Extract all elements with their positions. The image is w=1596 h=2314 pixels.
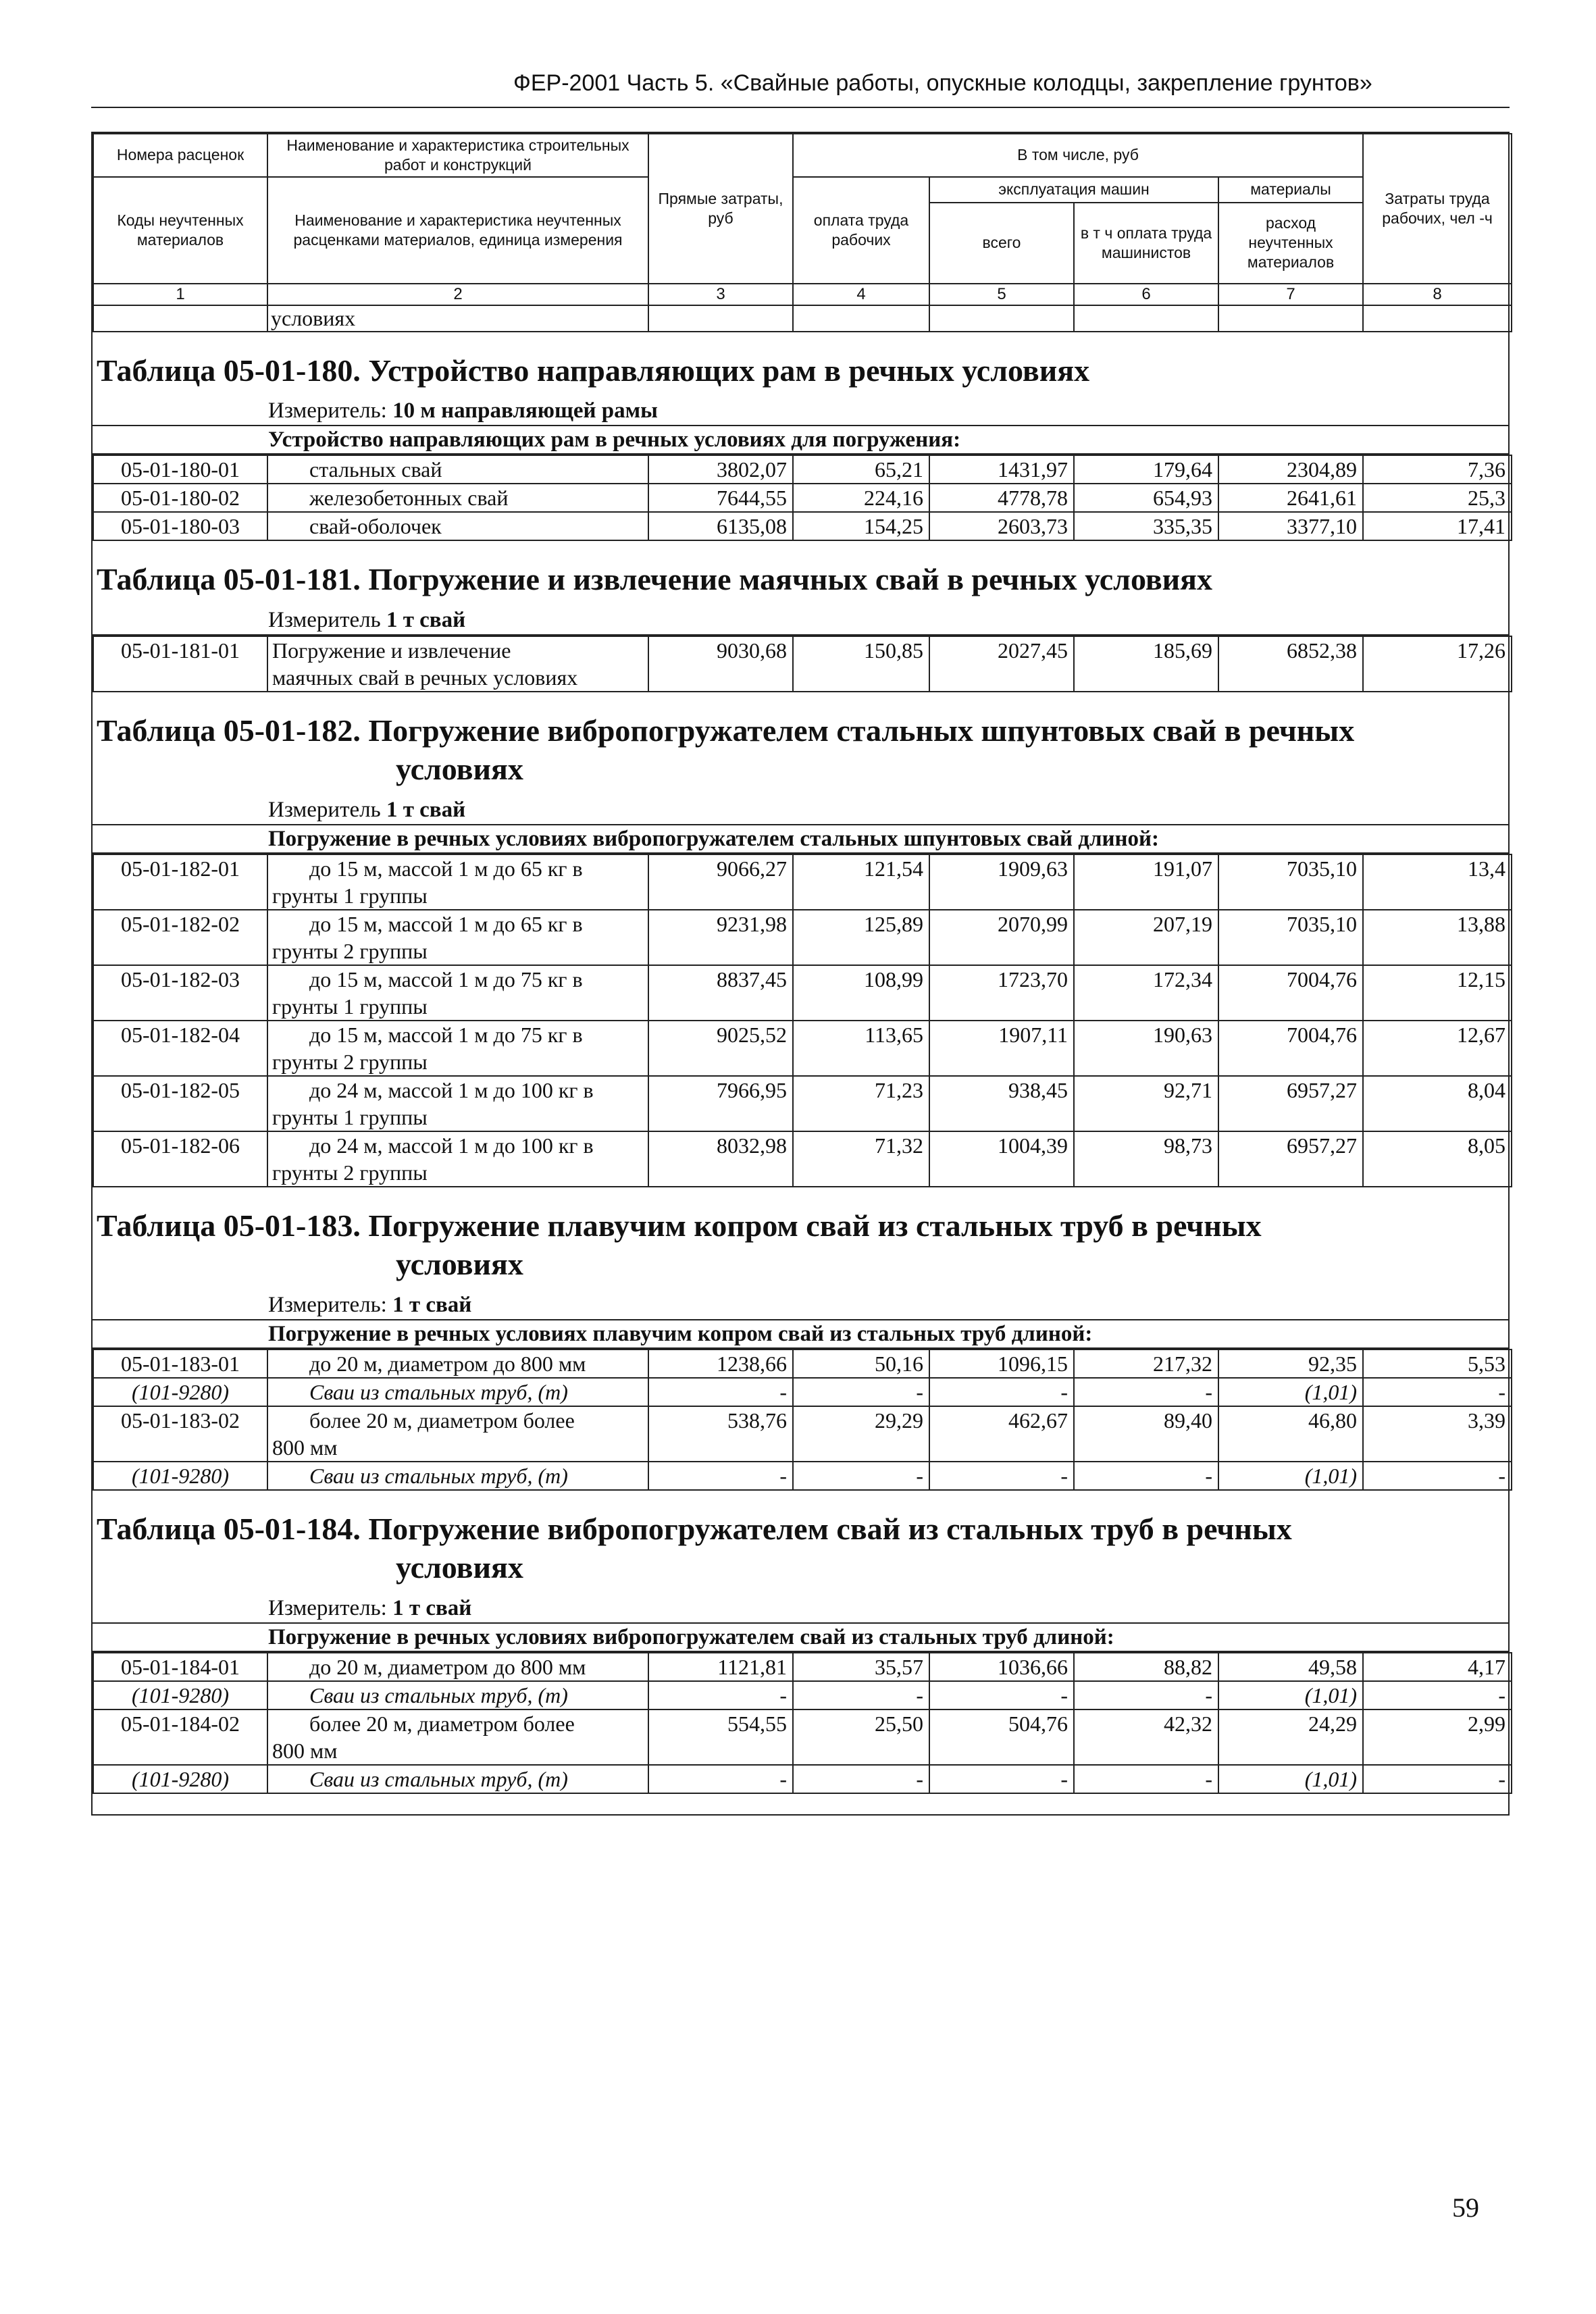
value-c6: 98,73: [1074, 1131, 1218, 1187]
work-name-line-2: грунты 1 группы: [272, 1104, 428, 1129]
table-row: [93, 636, 1512, 692]
value-c4: -: [793, 1462, 929, 1490]
work-name: [267, 1406, 648, 1462]
value-c7: 7035,10: [1218, 854, 1363, 910]
rate-code: 05-01-182-06: [93, 1131, 267, 1187]
continuation-text: условиях: [267, 305, 648, 332]
value-c4: -: [793, 1378, 929, 1406]
value-c6: -: [1074, 1378, 1218, 1406]
value-c6: 42,32: [1074, 1709, 1218, 1765]
value-c7: 6852,38: [1218, 636, 1363, 692]
value-c8: -: [1363, 1765, 1512, 1793]
rate-code: 05-01-182-04: [93, 1021, 267, 1076]
value-c8: 7,36: [1363, 455, 1512, 484]
work-name: [267, 636, 648, 692]
measure-value: 10 м направляющей рамы: [392, 398, 658, 423]
work-name-line: более 20 м, диаметром более: [309, 1408, 575, 1433]
value-c6: 179,64: [1074, 455, 1218, 484]
value-c7: 46,80: [1218, 1406, 1363, 1462]
measure-value: 1 т свай: [386, 607, 466, 632]
table-row: [93, 1406, 1512, 1462]
work-name-line: до 20 м, диаметром до 800 мм: [309, 1351, 586, 1376]
value-c6: 335,35: [1074, 512, 1218, 540]
col1-bottom-header: Коды неучтенных материалов: [93, 177, 267, 284]
table-row: [93, 1076, 1512, 1131]
value-c5: 938,45: [929, 1076, 1074, 1131]
rate-code: (101-9280): [93, 1378, 267, 1406]
work-name: [267, 1653, 648, 1681]
value-c4: -: [793, 1681, 929, 1709]
table-row: [93, 1653, 1512, 1681]
page-header: ФЕР-2001 Часть 5. «Свайные работы, опускные колодцы, закрепление грунтов»: [513, 70, 1372, 96]
col7-header: расход неучтенных материалов: [1218, 203, 1363, 284]
value-c5: 1004,39: [929, 1131, 1074, 1187]
measure-line: [93, 796, 1508, 824]
work-name: [267, 512, 648, 540]
rate-code: 05-01-182-03: [93, 965, 267, 1021]
section-table-3: [93, 1187, 1508, 1491]
work-name-line-2: маячных свай в речных условиях: [272, 665, 578, 690]
value-c7: (1,01): [1218, 1765, 1363, 1793]
rate-code: 05-01-182-02: [93, 910, 267, 965]
section-subheading: Погружение в речных условиях вибропогружателем свай из стальных труб длиной:: [93, 1622, 1508, 1652]
value-c3: 554,55: [648, 1709, 793, 1765]
section-title: [93, 1187, 1508, 1291]
measure-line: [93, 606, 1508, 636]
work-name: [267, 455, 648, 484]
work-name-line: стальных свай: [309, 457, 442, 482]
table-row: [93, 965, 1512, 1021]
measure-label: Измеритель: [268, 607, 381, 632]
work-name-line: свай-оболочек: [309, 514, 442, 538]
value-c3: -: [648, 1681, 793, 1709]
value-c7: 2304,89: [1218, 455, 1363, 484]
value-c3: 9030,68: [648, 636, 793, 692]
value-c7: (1,01): [1218, 1378, 1363, 1406]
table-row: [93, 1681, 1512, 1709]
value-c5: 1096,15: [929, 1349, 1074, 1378]
value-c5: 2027,45: [929, 636, 1074, 692]
value-c6: 191,07: [1074, 854, 1218, 910]
rates-sheet: [91, 132, 1510, 1816]
value-c7: (1,01): [1218, 1462, 1363, 1490]
value-c4: 71,32: [793, 1131, 929, 1187]
value-c7: (1,01): [1218, 1681, 1363, 1709]
work-name-line-2: грунты 2 группы: [272, 1049, 428, 1074]
section-title: [93, 692, 1508, 796]
col6-header: в т ч оплата труда машинистов: [1074, 203, 1218, 284]
value-c3: 7966,95: [648, 1076, 793, 1131]
section-table-2: [93, 692, 1508, 1187]
work-name-line: Сваи из стальных труб, (т): [309, 1766, 568, 1791]
value-c6: 172,34: [1074, 965, 1218, 1021]
continuation-row: [93, 305, 1512, 332]
section-subheading: Устройство направляющих рам в речных условиях для погружения:: [93, 425, 1508, 455]
section-subheading: Погружение в речных условиях вибропогружателем стальных шпунтовых свай длиной:: [93, 824, 1508, 854]
work-name-line-2: грунты 2 группы: [272, 1160, 428, 1185]
work-name-line: до 20 м, диаметром до 800 мм: [309, 1654, 586, 1679]
value-c3: 1121,81: [648, 1653, 793, 1681]
rate-code: 05-01-184-02: [93, 1709, 267, 1765]
table-row: [93, 484, 1512, 512]
work-name: [267, 1462, 648, 1490]
value-c5: 1909,63: [929, 854, 1074, 910]
col3-header: Прямые затраты, руб: [648, 134, 793, 284]
table-row: [93, 1462, 1512, 1490]
work-name: [267, 1131, 648, 1187]
measure-value: 1 т свай: [392, 1595, 472, 1620]
value-c5: 1431,97: [929, 455, 1074, 484]
section-title-text: Таблица 05-01-181. Погружение и извлечение маячных свай в речных условиях: [97, 562, 1213, 596]
header-rule: [91, 107, 1510, 108]
value-c4: 50,16: [793, 1349, 929, 1378]
value-c6: 190,63: [1074, 1021, 1218, 1076]
table-row: [93, 910, 1512, 965]
value-c6: 185,69: [1074, 636, 1218, 692]
value-c8: 12,15: [1363, 965, 1512, 1021]
section-title-text: Таблица 05-01-182. Погружение вибропогружателем стальных шпунтовых свай в речных: [97, 713, 1355, 748]
value-c4: 113,65: [793, 1021, 929, 1076]
value-c3: 9231,98: [648, 910, 793, 965]
col2-bottom-header: Наименование и характеристика неучтенных расценками материалов, единица измерения: [267, 177, 648, 284]
column-number-8: 8: [1363, 284, 1512, 305]
table-row: [93, 455, 1512, 484]
work-name-line-2: грунты 1 группы: [272, 883, 428, 908]
column-number-6: 6: [1074, 284, 1218, 305]
value-c6: 217,32: [1074, 1349, 1218, 1378]
work-name-line-2: 800 мм: [272, 1435, 338, 1460]
value-c3: -: [648, 1462, 793, 1490]
table-row: [93, 1131, 1512, 1187]
work-name-line: до 24 м, массой 1 м до 100 кг в: [309, 1133, 594, 1158]
value-c4: 65,21: [793, 455, 929, 484]
work-name: [267, 910, 648, 965]
column-number-4: 4: [793, 284, 929, 305]
value-c4: 224,16: [793, 484, 929, 512]
rates-table: [93, 854, 1512, 1187]
value-c4: 35,57: [793, 1653, 929, 1681]
value-c4: 150,85: [793, 636, 929, 692]
value-c8: 17,26: [1363, 636, 1512, 692]
value-c7: 49,58: [1218, 1653, 1363, 1681]
value-c3: 9025,52: [648, 1021, 793, 1076]
rate-code: 05-01-180-03: [93, 512, 267, 540]
page-number: 59: [1452, 2192, 1479, 2223]
measure-value: 1 т свай: [392, 1292, 472, 1317]
value-c8: 4,17: [1363, 1653, 1512, 1681]
work-name-line: Погружение и извлечение: [272, 638, 511, 663]
section-title-continuation: условиях: [396, 1247, 523, 1281]
column-number-7: 7: [1218, 284, 1363, 305]
section-title-text: Таблица 05-01-180. Устройство направляющих рам в речных условиях: [97, 353, 1090, 388]
work-name: [267, 1349, 648, 1378]
value-c5: -: [929, 1378, 1074, 1406]
value-c4: 154,25: [793, 512, 929, 540]
value-c8: 2,99: [1363, 1709, 1512, 1765]
value-c4: 121,54: [793, 854, 929, 910]
value-c7: 7004,76: [1218, 965, 1363, 1021]
measure-label: Измеритель:: [268, 398, 387, 423]
table-row: [93, 1378, 1512, 1406]
value-c5: -: [929, 1462, 1074, 1490]
value-c6: 92,71: [1074, 1076, 1218, 1131]
section-table-0: [93, 332, 1508, 542]
value-c5: 4778,78: [929, 484, 1074, 512]
section-title-text: Таблица 05-01-183. Погружение плавучим копром свай из стальных труб в речных: [97, 1208, 1262, 1243]
rate-code: 05-01-181-01: [93, 636, 267, 692]
col1-top-header: Номера расценок: [93, 134, 267, 177]
section-table-4: [93, 1491, 1508, 1794]
value-c7: 92,35: [1218, 1349, 1363, 1378]
work-name: [267, 1681, 648, 1709]
value-c5: 462,67: [929, 1406, 1074, 1462]
column-number-2: 2: [267, 284, 648, 305]
value-c4: -: [793, 1765, 929, 1793]
work-name: [267, 484, 648, 512]
rate-code: 05-01-184-01: [93, 1653, 267, 1681]
value-c5: 1907,11: [929, 1021, 1074, 1076]
value-c3: 9066,27: [648, 854, 793, 910]
value-c3: -: [648, 1765, 793, 1793]
value-c5: -: [929, 1765, 1074, 1793]
measure-label: Измеритель:: [268, 1595, 387, 1620]
work-name-line: до 15 м, массой 1 м до 75 кг в: [309, 967, 583, 992]
value-c5: 2603,73: [929, 512, 1074, 540]
work-name-line: до 24 м, массой 1 м до 100 кг в: [309, 1077, 594, 1102]
work-name: [267, 1709, 648, 1765]
measure-line: [93, 396, 1508, 425]
work-name-line: до 15 м, массой 1 м до 65 кг в: [309, 856, 583, 881]
value-c6: 89,40: [1074, 1406, 1218, 1462]
work-name-line-2: грунты 2 группы: [272, 938, 428, 963]
rate-code: 05-01-180-01: [93, 455, 267, 484]
rate-code: (101-9280): [93, 1681, 267, 1709]
rates-table: [93, 636, 1512, 692]
work-name: [267, 1076, 648, 1131]
table-row: [93, 512, 1512, 540]
value-c6: -: [1074, 1765, 1218, 1793]
work-name: [267, 1378, 648, 1406]
table-row: [93, 1349, 1512, 1378]
value-c7: 7035,10: [1218, 910, 1363, 965]
value-c8: 17,41: [1363, 512, 1512, 540]
machines-header: эксплуатация машин: [929, 177, 1218, 203]
value-c3: 8032,98: [648, 1131, 793, 1187]
work-name-line-2: 800 мм: [272, 1738, 338, 1763]
table-row: [93, 1021, 1512, 1076]
work-name-line: железобетонных свай: [309, 486, 509, 510]
work-name-line-2: грунты 1 группы: [272, 994, 428, 1019]
value-c4: 125,89: [793, 910, 929, 965]
materials-header: материалы: [1218, 177, 1363, 203]
section-title-continuation: условиях: [396, 752, 523, 786]
section-table-1: [93, 541, 1508, 692]
section-title: [93, 1491, 1508, 1594]
value-c8: -: [1363, 1378, 1512, 1406]
value-c6: 88,82: [1074, 1653, 1218, 1681]
value-c3: 538,76: [648, 1406, 793, 1462]
table-row: [93, 854, 1512, 910]
col8-header: Затраты труда рабочих, чел -ч: [1363, 134, 1512, 284]
value-c7: 24,29: [1218, 1709, 1363, 1765]
col5-header: всего: [929, 203, 1074, 284]
column-number-1: 1: [93, 284, 267, 305]
column-number-5: 5: [929, 284, 1074, 305]
work-name-line: более 20 м, диаметром более: [309, 1711, 575, 1736]
rates-table: [93, 1349, 1512, 1491]
value-c8: 25,3: [1363, 484, 1512, 512]
section-subheading: Погружение в речных условиях плавучим копром свай из стальных труб длиной:: [93, 1319, 1508, 1349]
value-c6: -: [1074, 1462, 1218, 1490]
value-c7: 3377,10: [1218, 512, 1363, 540]
value-c5: 504,76: [929, 1709, 1074, 1765]
value-c4: 29,29: [793, 1406, 929, 1462]
table-header: [93, 133, 1512, 332]
rate-code: 05-01-182-05: [93, 1076, 267, 1131]
rates-table: [93, 455, 1512, 541]
value-c8: 3,39: [1363, 1406, 1512, 1462]
column-number-3: 3: [648, 284, 793, 305]
value-c6: -: [1074, 1681, 1218, 1709]
value-c4: 25,50: [793, 1709, 929, 1765]
value-c8: 13,88: [1363, 910, 1512, 965]
rates-table: [93, 1652, 1512, 1794]
value-c7: 2641,61: [1218, 484, 1363, 512]
work-name: [267, 965, 648, 1021]
section-title: [93, 332, 1508, 397]
sections-container: [93, 332, 1508, 1814]
value-c6: 654,93: [1074, 484, 1218, 512]
work-name-line: до 15 м, массой 1 м до 65 кг в: [309, 911, 583, 936]
sheet-bottom-spacer: [93, 1794, 1508, 1814]
value-c8: 8,04: [1363, 1076, 1512, 1131]
value-c6: 207,19: [1074, 910, 1218, 965]
col2-top-header: Наименование и характеристика строительных работ и конструкций: [267, 134, 648, 177]
rate-code: 05-01-183-01: [93, 1349, 267, 1378]
work-name: [267, 854, 648, 910]
value-c5: 1723,70: [929, 965, 1074, 1021]
rate-code: 05-01-180-02: [93, 484, 267, 512]
value-c5: 1036,66: [929, 1653, 1074, 1681]
measure-label: Измеритель:: [268, 1292, 387, 1317]
rate-code: (101-9280): [93, 1462, 267, 1490]
section-title-continuation: условиях: [396, 1550, 523, 1585]
value-c5: 2070,99: [929, 910, 1074, 965]
measure-label: Измеритель: [268, 797, 381, 822]
value-c8: 12,67: [1363, 1021, 1512, 1076]
measure-line: [93, 1594, 1508, 1622]
rate-code: 05-01-183-02: [93, 1406, 267, 1462]
value-c8: 8,05: [1363, 1131, 1512, 1187]
value-c3: 7644,55: [648, 484, 793, 512]
measure-value: 1 т свай: [386, 797, 466, 822]
value-c3: 8837,45: [648, 965, 793, 1021]
value-c8: -: [1363, 1681, 1512, 1709]
work-name: [267, 1021, 648, 1076]
rate-code: 05-01-182-01: [93, 854, 267, 910]
measure-line: [93, 1291, 1508, 1319]
value-c7: 6957,27: [1218, 1076, 1363, 1131]
work-name-line: Сваи из стальных труб, (т): [309, 1379, 568, 1404]
value-c7: 6957,27: [1218, 1131, 1363, 1187]
value-c8: 13,4: [1363, 854, 1512, 910]
value-c3: 1238,66: [648, 1349, 793, 1378]
work-name-line: Сваи из стальных труб, (т): [309, 1682, 568, 1707]
value-c8: -: [1363, 1462, 1512, 1490]
value-c4: 71,23: [793, 1076, 929, 1131]
value-c3: 3802,07: [648, 455, 793, 484]
section-title: [93, 541, 1508, 606]
work-name-line: Сваи из стальных труб, (т): [309, 1463, 568, 1488]
value-c7: 7004,76: [1218, 1021, 1363, 1076]
column-numbers-row: [93, 284, 1512, 305]
work-name: [267, 1765, 648, 1793]
group-header: В том числе, руб: [793, 134, 1363, 177]
value-c3: -: [648, 1378, 793, 1406]
value-c8: 5,53: [1363, 1349, 1512, 1378]
table-row: [93, 1765, 1512, 1793]
col4-header: оплата труда рабочих: [793, 177, 929, 284]
work-name-line: до 15 м, массой 1 м до 75 кг в: [309, 1022, 583, 1047]
table-row: [93, 1709, 1512, 1765]
section-title-text: Таблица 05-01-184. Погружение вибропогружателем свай из стальных труб в речных: [97, 1511, 1292, 1546]
value-c3: 6135,08: [648, 512, 793, 540]
value-c4: 108,99: [793, 965, 929, 1021]
rate-code: (101-9280): [93, 1765, 267, 1793]
value-c5: -: [929, 1681, 1074, 1709]
